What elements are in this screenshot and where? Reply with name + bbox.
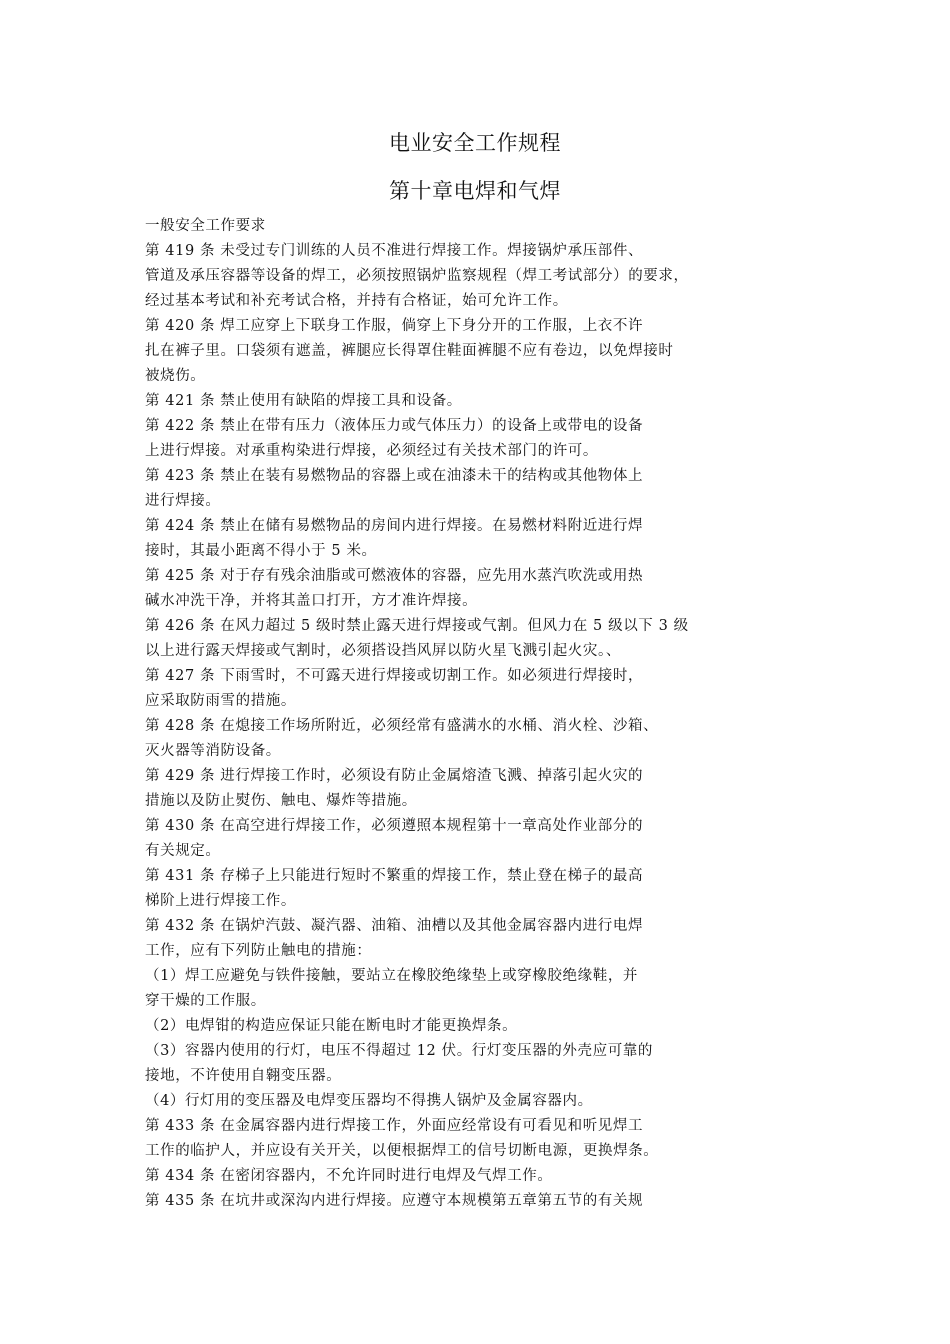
body-text — [145, 214, 755, 1214]
text-line: 接时，其最小距离不得小于 5 米。 — [145, 543, 377, 559]
document-title: 电业安全工作规程 — [389, 131, 561, 155]
text-line: （3）容器内使用的行灯，电压不得超过 12 伏。行灯变压器的外壳应可靠的 — [145, 1043, 653, 1059]
text-line: 第 428 条 在熄接工作场所附近，必须经常有盛满水的水桶、消火栓、沙箱、 — [145, 718, 659, 734]
text-line: 穿干燥的工作服。 — [145, 993, 266, 1009]
text-line: 第 427 条 下雨雪时，不可露天进行焊接或切割工作。如必须进行焊接时， — [145, 668, 644, 684]
text-line: 第 425 条 对于存有残余油脂或可燃液体的容器，应先用水蒸汽吹洗或用热 — [145, 568, 644, 584]
text-line: 经过基本考试和补充考试合格，并持有合格证，始可允许工作。 — [145, 293, 568, 309]
text-line: 第 421 条 禁止使用有缺陷的焊接工具和设备。 — [145, 393, 462, 409]
text-line: 应采取防雨雪的措施。 — [145, 693, 296, 709]
text-line: 接地，不许使用自翱变压器。 — [145, 1068, 342, 1084]
text-line: 措施以及防止熨伤、触电、爆炸等措施。 — [145, 793, 417, 809]
text-line: （2）电焊钳的构造应保证只能在断电时才能更换焊条。 — [145, 1018, 518, 1034]
section-heading: 一般安全工作要求 — [145, 218, 266, 234]
text-line: 有关规定。 — [145, 843, 221, 859]
text-line: （4）行灯用的变压器及电焊变压器均不得携人锅炉及金属容器内。 — [145, 1093, 593, 1109]
text-line: 第 426 条 在风力超过 5 级时禁止露天进行焊接或气割。但风力在 5 级以下 3 级 — [145, 618, 689, 634]
text-line: 被烧伤。 — [145, 368, 206, 384]
text-line: 管道及承压容器等设备的焊工，必须按照锅炉监察规程（焊工考试部分）的要求， — [145, 268, 689, 284]
text-line: 工作，应有下列防止触电的措施： — [145, 943, 372, 959]
text-line: 进行焊接。 — [145, 493, 221, 509]
text-line: 第 419 条 未受过专门训练的人员不准进行焊接工作。焊接锅炉承压部件、 — [145, 243, 644, 259]
text-line: 以上进行露天焊接或气割时，必须搭设挡风屏以防火星飞溅引起火灾。、 — [145, 643, 621, 659]
text-line: 第 433 条 在金属容器内进行焊接工作，外面应经常设有可看见和听见焊工 — [145, 1118, 644, 1134]
text-line: 碱水冲洗干净，并将其盖口打开，方才准许焊接。 — [145, 593, 478, 609]
text-line: 第 431 条 存梯子上只能进行短时不繁重的焊接工作，禁止登在梯子的最高 — [145, 868, 644, 884]
text-line: 第 432 条 在锅炉汽鼓、凝汽器、油箱、油槽以及其他金属容器内进行电焊 — [145, 918, 644, 934]
chapter-title: 第十章电焊和气焊 — [389, 179, 561, 203]
text-line: 第 429 条 进行焊接工作时，必须设有防止金属熔渣飞溅、掉落引起火灾的 — [145, 768, 644, 784]
text-line: 第 424 条 禁止在储有易燃物品的房间内进行焊接。在易燃材料附近进行焊 — [145, 518, 644, 534]
text-line: 第 430 条 在高空进行焊接工作，必须遵照本规程第十一章高处作业部分的 — [145, 818, 644, 834]
text-line: 第 435 条 在坑井或深沟内进行焊接。应遵守本规模第五章第五节的有关规 — [145, 1193, 644, 1209]
text-line: 梯阶上进行焊接工作。 — [145, 893, 296, 909]
text-line: 第 420 条 焊工应穿上下联身工作服，倘穿上下身分开的工作服，上衣不许 — [145, 318, 644, 334]
text-line: 工作的临护人，并应设有关开关，以便根据焊工的信号切断电源，更换焊条。 — [145, 1143, 659, 1159]
text-line: 第 422 条 禁止在带有压力（液体压力或气体压力）的设备上或带电的设备 — [145, 418, 644, 434]
text-line: 第 423 条 禁止在装有易燃物品的容器上或在油漆未干的结构或其他物体上 — [145, 468, 644, 484]
text-line: 灭火器等消防设备。 — [145, 743, 281, 759]
text-line: 第 434 条 在密闭容器内，不允许同时进行电焊及气焊工作。 — [145, 1168, 553, 1184]
text-line: 扎在裤子里。口袋须有遮盖，裤腿应长得罩住鞋面裤腿不应有卷边，以免焊接时 — [145, 343, 674, 359]
text-line: （1）焊工应避免与铁件接触，要站立在橡胶绝缘垫上或穿橡胶绝缘鞋，并 — [145, 968, 639, 984]
text-line: 上进行焊接。对承重构染进行焊接，必须经过有关技术部门的许可。 — [145, 443, 598, 459]
